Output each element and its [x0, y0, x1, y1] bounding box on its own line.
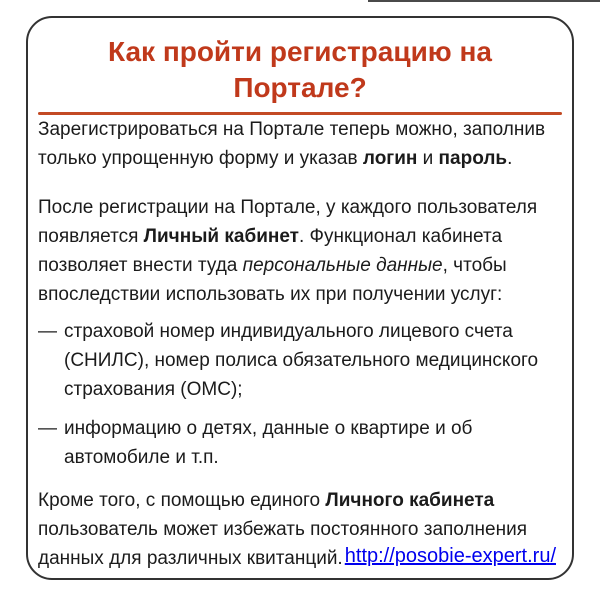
website-link[interactable]: http://posobie-expert.ru/ — [344, 545, 556, 567]
bullet-text: страховой номер индивидуального лицевого счета (СНИЛС), номер полиса обязательного медицинского страхования (ОМС); — [64, 321, 539, 400]
bullet-dash: — — [38, 321, 57, 342]
paragraph-personal-cabinet: После регистрации на Портале, у каждого пользователя появляется Личный кабинет. Функционал кабинета позволяет внести туда персональные данные, чтобы впоследствии использовать их при получении услуг: — [38, 197, 538, 305]
card-body — [38, 115, 562, 573]
paragraph-registration: Зарегистрироваться на Портале теперь можно, заполнив только упрощенную форму и указав логин и пароль. — [38, 119, 546, 169]
infographic-card — [26, 16, 574, 580]
paragraph-receipts: Кроме того, с помощью единого Личного кабинета пользователь может избежать постоянного заполнения данных для различных квитанций. — [38, 490, 527, 569]
bullet-text: информацию о детях, данные о квартире и об автомобиле и т.п. — [64, 418, 473, 468]
list-item-snils-oms — [38, 317, 562, 404]
list-item-children-property — [38, 414, 562, 472]
footer-link-row — [345, 544, 556, 568]
page-title: Как пройти регистрацию на Портале? — [108, 36, 492, 103]
bullet-dash: — — [38, 418, 57, 439]
screen-edge-artifact — [368, 0, 600, 2]
